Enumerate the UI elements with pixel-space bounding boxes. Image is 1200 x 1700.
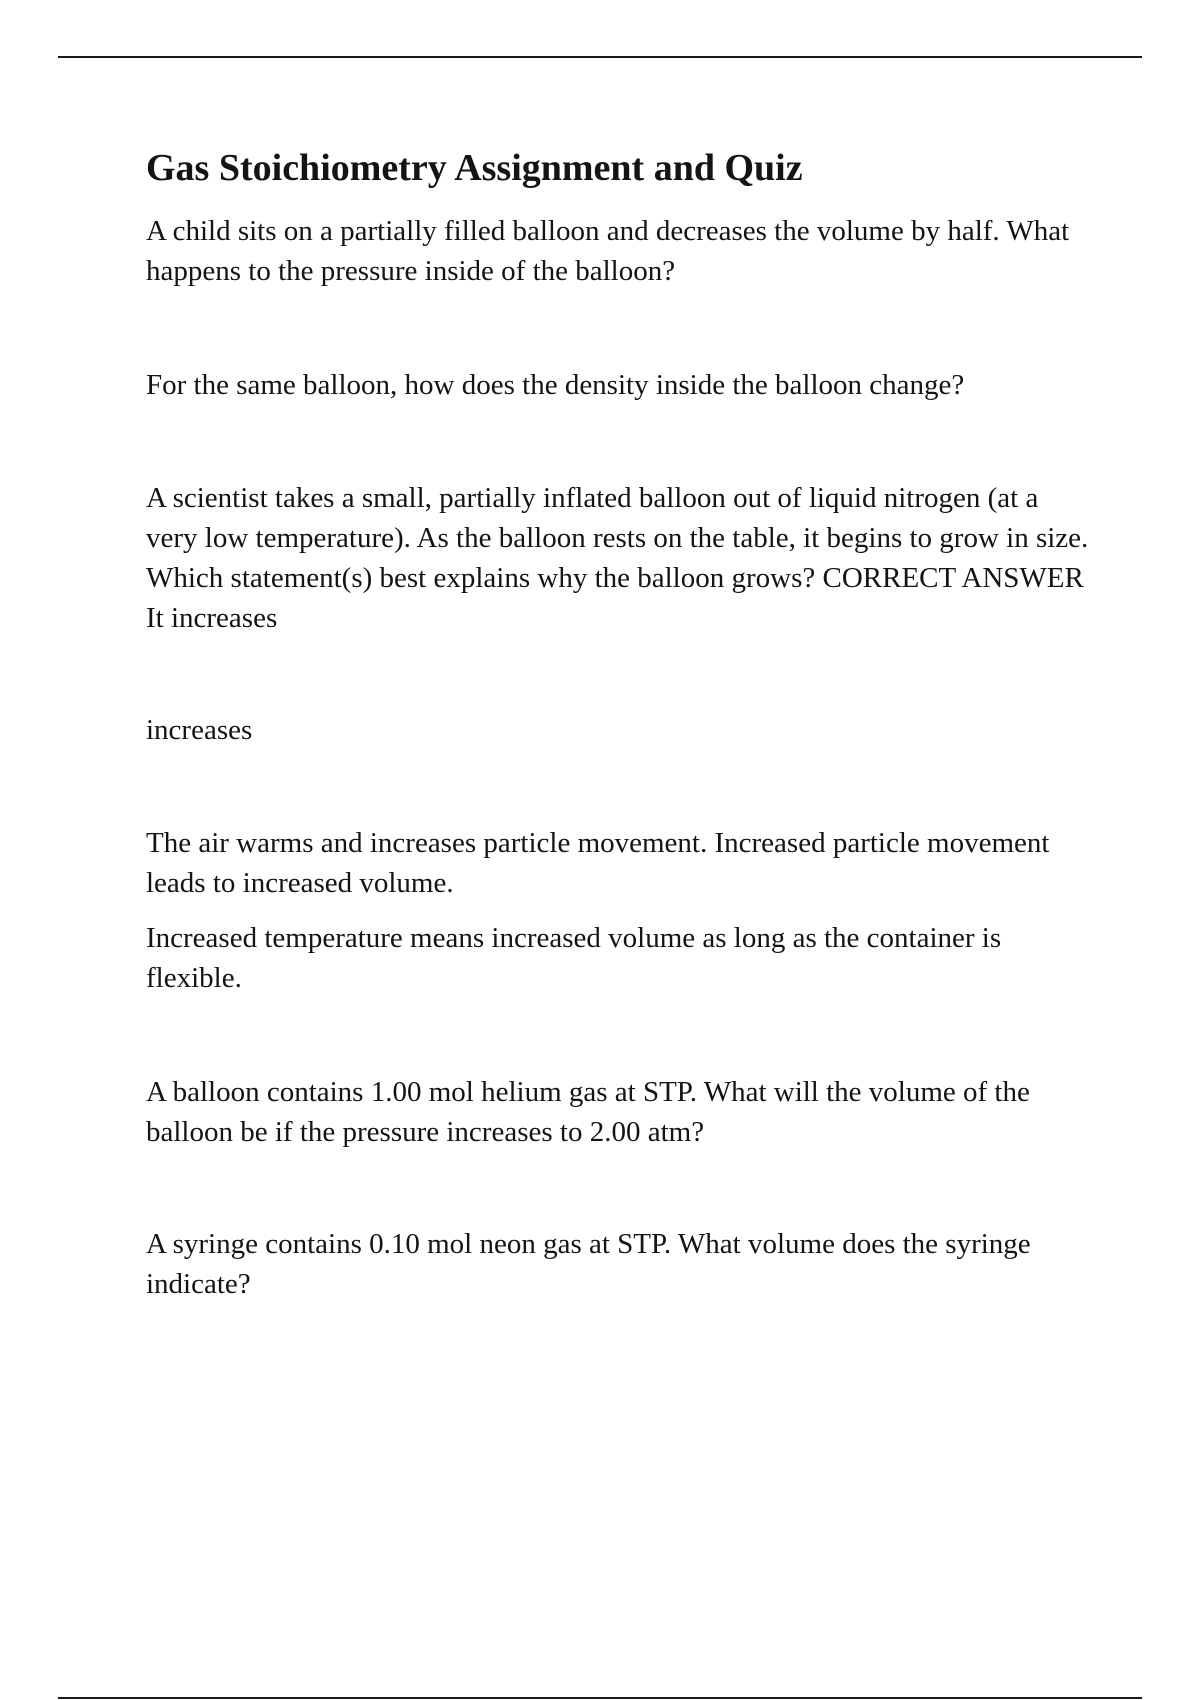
- question-balloon-grows: A scientist takes a small, partially inflated balloon out of liquid nitrogen (at a very low temperature). As the balloon rests on the table, it begins to grow in size. Which statement(s) best explains why the balloon grows? CORRECT ANSWER It increases: [146, 482, 1089, 634]
- top-divider: [58, 56, 1142, 58]
- question-syringe-volume: A syringe contains 0.10 mol neon gas at STP. What volume does the syringe indicate?: [146, 1228, 1031, 1300]
- answer-density: increases: [146, 714, 253, 746]
- question-pressure: A child sits on a partially filled balloon and decreases the volume by half. What happens to the pressure inside of the balloon?: [146, 215, 1070, 287]
- question-density: For the same balloon, how does the density inside the balloon change?: [146, 369, 965, 401]
- answer-particle-movement: The air warms and increases particle movement. Increased particle movement leads to increased volume.: [146, 827, 1050, 899]
- bottom-divider: [58, 1697, 1142, 1699]
- document-title: Gas Stoichiometry Assignment and Quiz: [146, 147, 803, 189]
- question-helium-volume: A balloon contains 1.00 mol helium gas at STP. What will the volume of the balloon be if the pressure increases to 2.00 atm?: [146, 1076, 1030, 1148]
- answer-temperature-volume: Increased temperature means increased volume as long as the container is flexible.: [146, 922, 1002, 994]
